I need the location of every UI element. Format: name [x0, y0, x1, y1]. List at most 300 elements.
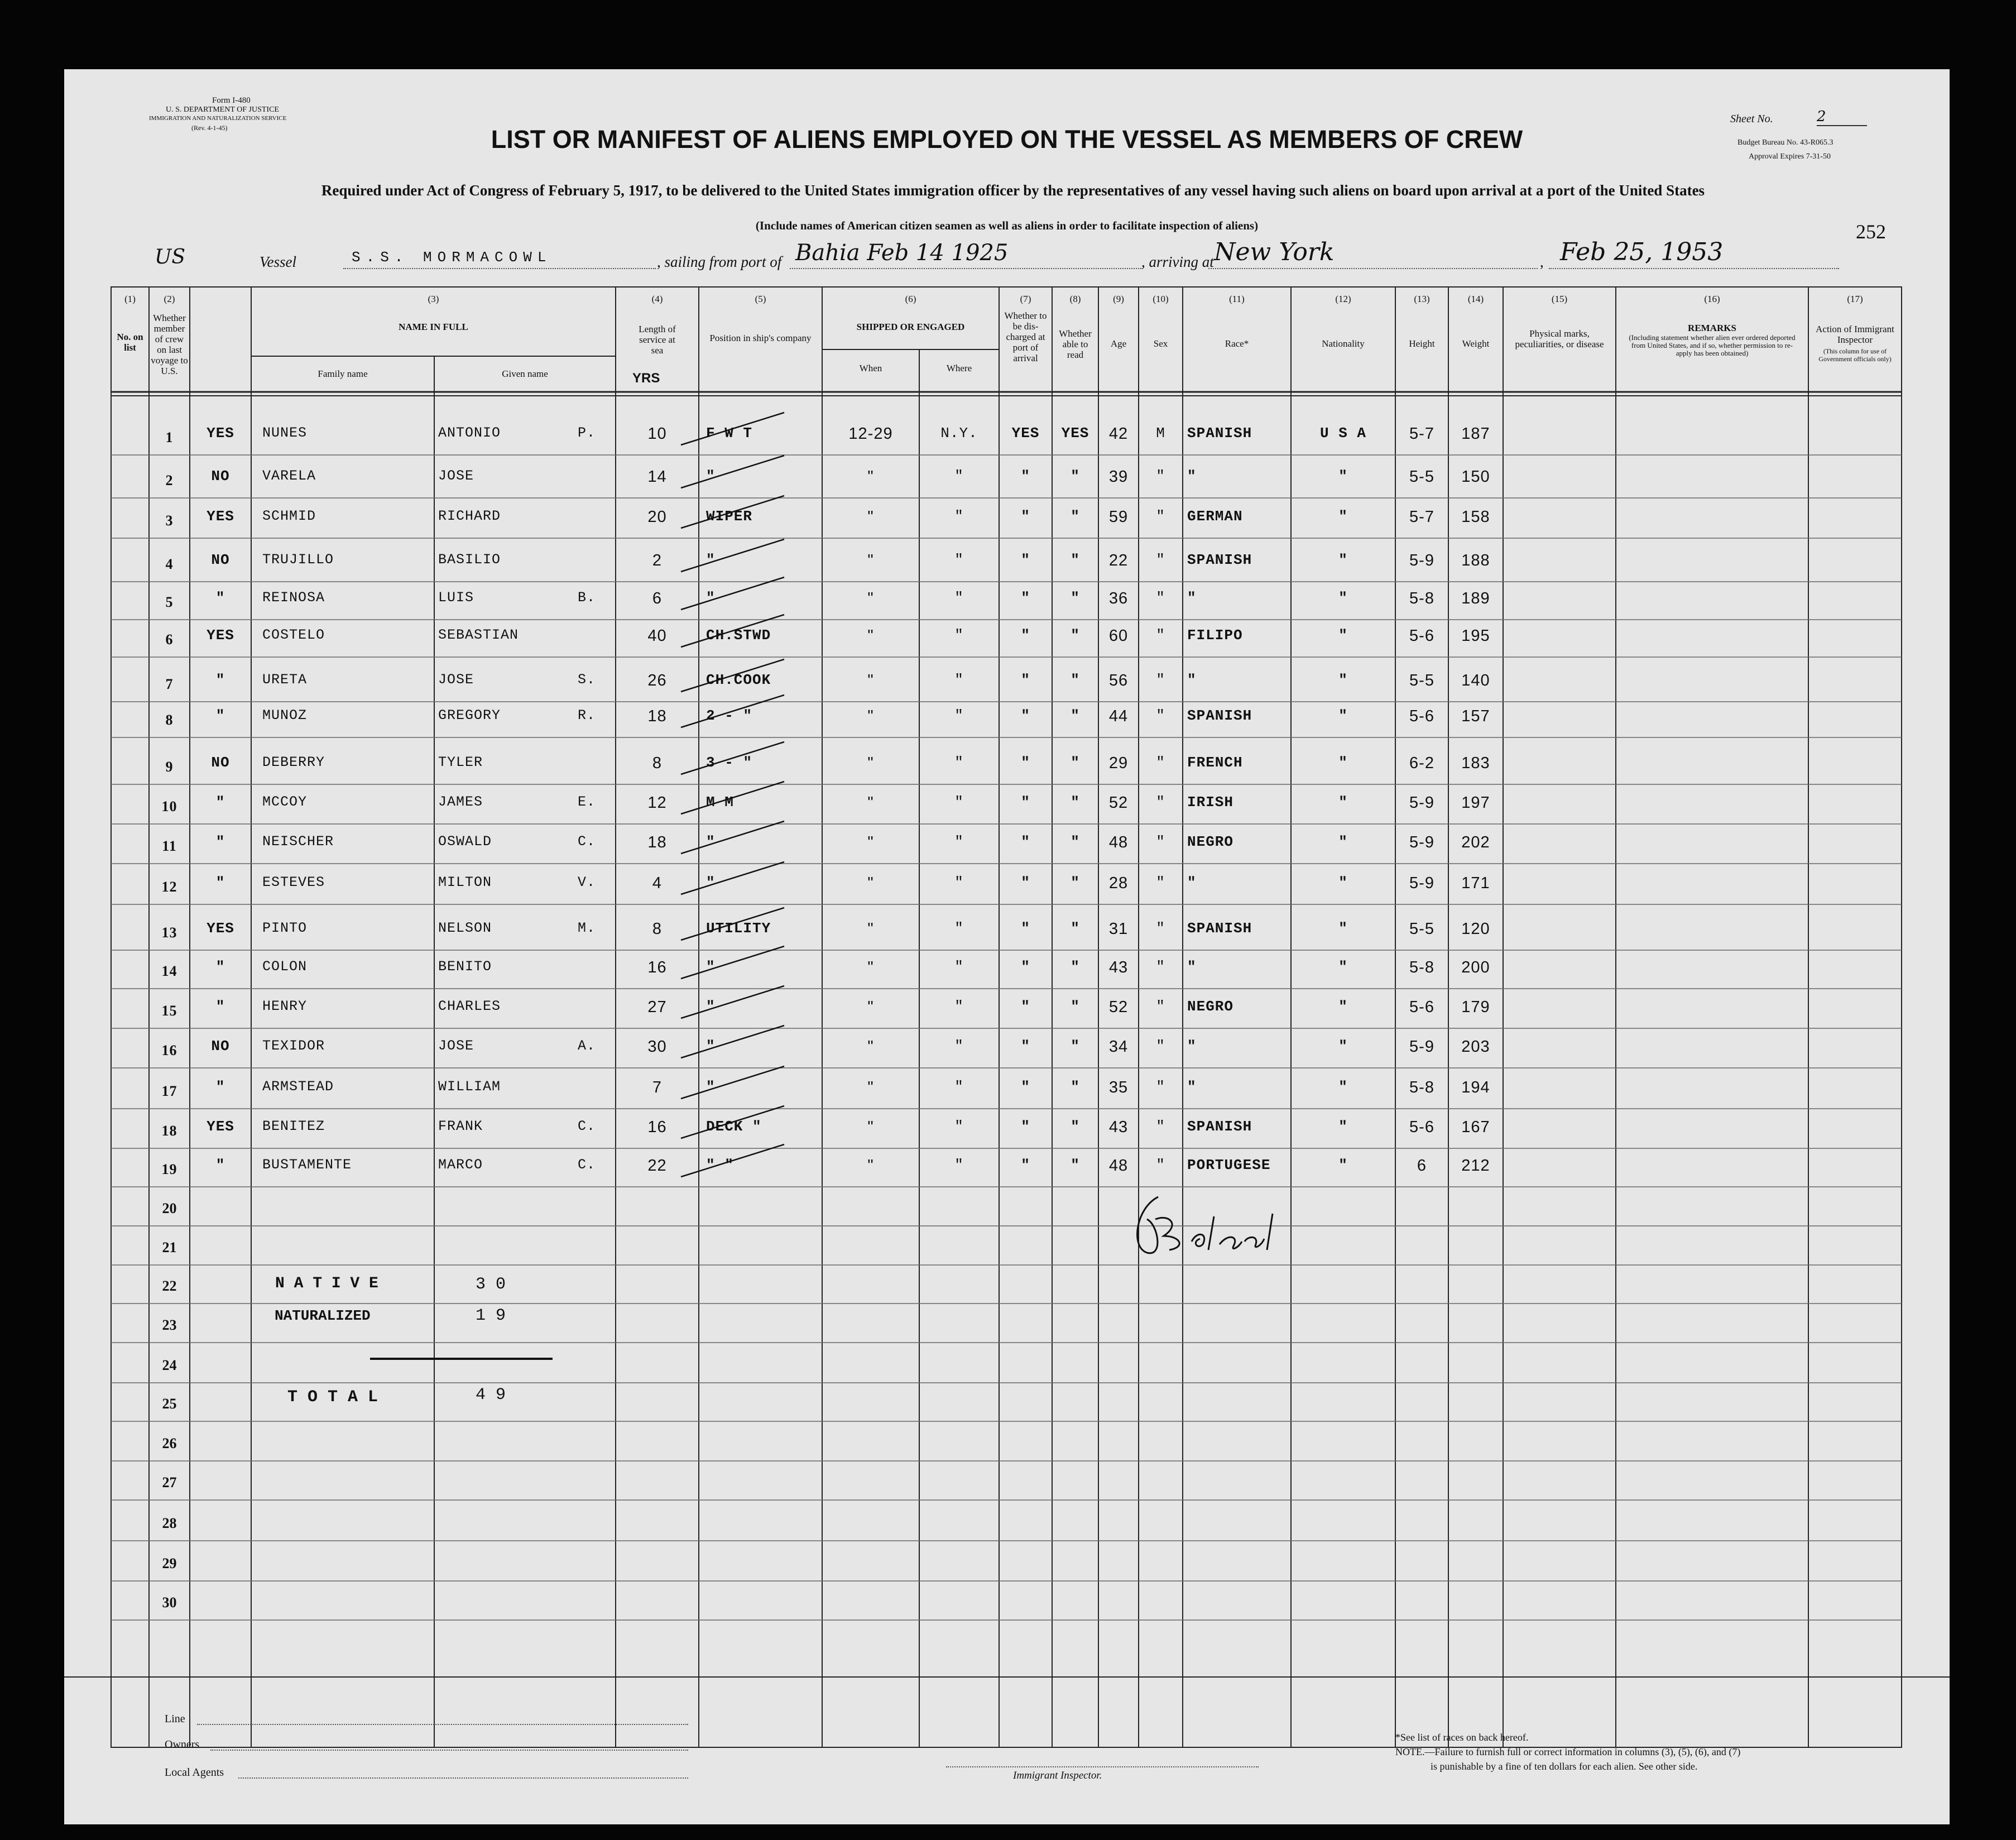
manifest-sheet: Form I-480 U. S. DEPARTMENT OF JUSTICE IMMIGRATION AND NATURALIZATION SERVICE (Rev. 4-1-45) Sheet No. 2 Budget Bureau No. 43-R065.3 Approval Expires 7-31-50 252 LIST OR MANIFEST OF ALIENS EMPLOYED ON THE VESSEL AS MEMBERS OF CREW Required under Act of Congress of February 5, 1917, to be delivered to the United States immigration officer by the representatives of any vessel having such aliens on board upon arrival at a port of the United States (Include names of American citizen seamen as well as aliens in order to facilitate inspection of aliens) US Vessel S.S. MORMACOWL , sailing from port of Bahia Feb 14 1925 , arriving at New York , Feb 25, 1953 (1) No. on list (2) Whether member of crew on last voyage to U.S. (3) NAME IN FULL Family name Given name (4) Length of service at sea YRS (5) Position in ship's company (6) SHIPPED OR ENGAGED When Where (7) Whether to be dis-charged at port of arrival (8) Whether able to read (9) Age (10) Sex (11) Race* (12) Nationality (13) Height (14) Weight (15) Physical marks, peculiarities, or disease (16) REMARKS (Including statement whether alien ever ordered deported from United States, and if so, whether permission to re-apply has been obtained) (17) Action of Immigrant Inspector (This column for use of Government officials only) 1 YES NUNES ANTONIO P. 10 F W T 12-29 N.Y. YES YES 42 M SPANISH U S A 5-7 187 2 NO VARELA JOSE 14 " " " " " 39 " " " 5-5 150 3 YES SCHMID RICHARD 20 WIPER " " " " 59 " GERMAN " 5-7 158 4 NO TRUJILLO BASILIO 2 " " " " " 22 " SPANISH " 5-9 188 5 " REINOSA LUIS B. 6 " " " " " 36 " " " 5-8 189 6 YES COSTELO SEBASTIAN 40 CH.STWD " " " " 60 " FILIPO " 5-6 195 7 " URETA JOSE S. 26 CH.COOK " " " " 56 " " " 5-5 140 8 " MUNOZ GREGORY R. 18 2 - " " " " " 44 " SPANISH " 5-6 157 9 NO DEBERRY TYLER 8 3 - " " " " " 29 " FRENCH " 6-2 183 10 " MCCOY JAMES E. 12 M M " " " " 52 " IRISH " 5-9 197 11 " NEISCHER OSWALD C. 18 " " " " " 48 " NEGRO " 5-9 202 12 " ESTEVES MILTON V. 4 " " " " " 28 " " " 5-9 171 13 YES PINTO NELSON M. 8 UTILITY " " " " 31 " SPANISH " 5-5 120 14 " COLON BENITO 16 " " " " " 43 " " " 5-8 200 15 " HENRY CHARLES 27 " " " " " 52 " NEGRO " 5-6 179 16 NO TEXIDOR JOSE A. 30 " " " " " 34 " " " 5-9 203 17 " ARMSTEAD WILLIAM 7 " " " " " 35 " " " 5-8 194 18 YES BENITEZ FRANK C. 16 DECK " " " " " 43 " SPANISH " 5-6 167 19 " BUSTAMENTE MARCO C. 22 " " " " " " 48 " PORTUGESE " 6 212 20 21 22 23 24 25 26 27 28 29 30 N A T I V E 3 0 NATURALIZED 1 9 T O T A L 4 9 Line Owners Local Agents Immigrant Inspector. *See list of races on back hereof. NOTE.—Failure to furnish full or correct information in columns (3), (5), (6), and (7) is punishable by a fine of ten dollars for each alien. See other side.	[64, 69, 1950, 1824]
cell-sex: "	[1156, 1118, 1165, 1135]
cell-crew: "	[215, 794, 225, 811]
cell-where: "	[954, 754, 964, 771]
cell-discharged: "	[1021, 1157, 1030, 1173]
cell-init: B.	[578, 590, 596, 606]
cell-position: "	[706, 590, 716, 606]
col-header-race: Race*	[1225, 338, 1249, 349]
cell-weight: 187	[1461, 425, 1490, 443]
row-number: 24	[162, 1357, 177, 1373]
cell-read: "	[1071, 468, 1080, 485]
cell-where: "	[954, 794, 964, 811]
cell-age: 28	[1108, 874, 1129, 892]
cell-when: "	[867, 833, 874, 851]
cell-sex: "	[1156, 794, 1165, 811]
cell-weight: 171	[1461, 874, 1490, 892]
cell-where: "	[954, 707, 964, 724]
cell-given: NELSON	[438, 920, 492, 936]
col-header-weight: Weight	[1462, 338, 1490, 349]
cell-sex: "	[1156, 1038, 1165, 1055]
cell-crew: NO	[211, 754, 230, 771]
cell-position: "	[706, 552, 716, 568]
cell-position: "	[706, 1038, 716, 1055]
cell-family: NUNES	[262, 425, 308, 441]
cell-race: GERMAN	[1187, 508, 1243, 525]
sheet-number-label: Sheet No.	[1730, 113, 1773, 125]
cell-nat: "	[1338, 1157, 1348, 1173]
cell-sex: "	[1156, 552, 1165, 568]
cell-position: "	[706, 998, 716, 1015]
cell-read: "	[1071, 508, 1080, 525]
cell-where: "	[954, 508, 964, 525]
cell-no: 14	[161, 963, 177, 979]
cell-age: 59	[1108, 508, 1129, 526]
cell-where: "	[954, 590, 964, 606]
cell-no: 12	[161, 879, 177, 895]
cell-where: "	[954, 468, 964, 485]
cell-sex: "	[1156, 1079, 1165, 1095]
cell-age: 31	[1108, 920, 1129, 938]
cell-nat: "	[1338, 590, 1348, 606]
cell-race: "	[1187, 1079, 1197, 1095]
cell-read: "	[1071, 672, 1080, 688]
cell-sex: "	[1156, 874, 1165, 891]
cell-where: "	[954, 1157, 964, 1173]
cell-age: 60	[1108, 627, 1129, 645]
cell-when: 12-29	[848, 425, 893, 443]
cell-read: "	[1071, 998, 1080, 1015]
cell-weight: 183	[1461, 754, 1490, 772]
cell-height: 5-6	[1409, 627, 1434, 645]
cell-family: URETA	[262, 672, 308, 688]
cell-age: 42	[1108, 425, 1129, 443]
cell-no: 8	[165, 712, 174, 728]
cell-given: WILLIAM	[438, 1079, 501, 1095]
cell-family: SCHMID	[262, 508, 316, 524]
cell-when: "	[867, 998, 874, 1016]
cell-service: 14	[647, 468, 667, 486]
row-number: 29	[162, 1555, 177, 1571]
cell-race: SPANISH	[1187, 552, 1252, 568]
cell-given: JAMES	[438, 794, 483, 810]
cell-init: C.	[578, 1118, 596, 1134]
cell-given: JOSE	[438, 672, 474, 688]
cell-race: SPANISH	[1187, 920, 1252, 937]
cell-position: WIPER	[706, 508, 753, 525]
cell-weight: 167	[1461, 1118, 1490, 1136]
cell-age: 56	[1108, 672, 1129, 689]
cell-read: "	[1071, 1118, 1080, 1135]
col-header-name-in-full: NAME IN FULL	[399, 322, 468, 332]
cell-race: "	[1187, 1038, 1197, 1055]
cell-no: 3	[165, 512, 174, 529]
arrival-date: Feb 25, 1953	[1560, 238, 1724, 266]
cell-discharged: "	[1021, 590, 1030, 606]
cell-weight: 212	[1461, 1157, 1490, 1175]
col-header-given-name: Given name	[502, 368, 548, 379]
cell-given: GREGORY	[438, 707, 501, 723]
cell-family: BUSTAMENTE	[262, 1157, 352, 1173]
cell-no: 10	[161, 798, 177, 814]
cell-nat: "	[1338, 794, 1348, 811]
cell-read: "	[1071, 833, 1080, 850]
col-header-remarks-note: (Including statement whether alien ever ordered deported from United States, and if so, whether permission to re-apply has been obtained)	[1629, 333, 1796, 357]
cell-read: "	[1071, 920, 1080, 937]
cell-given: BENITO	[438, 959, 492, 975]
col-header-discharged: Whether to be dis-charged at port of arrival	[1004, 310, 1047, 363]
cell-read: "	[1071, 1079, 1080, 1095]
cell-height: 5-9	[1409, 874, 1434, 892]
port-of-arrival: New York	[1214, 238, 1335, 266]
service-name: IMMIGRATION AND NATURALIZATION SERVICE	[149, 115, 287, 122]
cell-discharged: "	[1021, 1118, 1030, 1135]
cell-age: 35	[1108, 1079, 1129, 1096]
cell-sex: "	[1156, 590, 1165, 606]
cell-age: 48	[1108, 833, 1129, 851]
cell-when: "	[867, 1157, 874, 1175]
cell-crew: "	[215, 998, 225, 1015]
cell-read: "	[1071, 1038, 1080, 1055]
cell-no: 13	[161, 924, 177, 941]
cell-race: SPANISH	[1187, 425, 1252, 442]
cell-given: MARCO	[438, 1157, 483, 1173]
cell-no: 2	[165, 472, 174, 488]
cell-race: "	[1187, 959, 1197, 975]
document-subtitle: Required under Act of Congress of February 5, 1917, to be delivered to the United States immigration officer by the representatives of any vessel having such aliens on board upon arrival at a port of the United States	[321, 182, 1705, 199]
cell-family: TRUJILLO	[262, 552, 334, 568]
col-header-height: Height	[1409, 338, 1435, 349]
cell-service: 8	[652, 754, 663, 772]
cell-crew: "	[215, 672, 225, 688]
cell-read: "	[1071, 707, 1080, 724]
cell-when: "	[867, 468, 874, 486]
cell-weight: 150	[1461, 468, 1490, 486]
cell-family: VARELA	[262, 468, 316, 484]
footer-line-label: Line	[165, 1713, 185, 1725]
naturalized-value: 1 9	[476, 1306, 506, 1325]
cell-where: "	[954, 833, 964, 850]
cell-height: 5-7	[1409, 508, 1434, 526]
cell-when: "	[867, 874, 874, 892]
cell-no: 19	[161, 1161, 177, 1177]
cell-service: 12	[647, 794, 667, 812]
cell-age: 39	[1108, 468, 1129, 486]
cell-discharged: "	[1021, 672, 1030, 688]
cell-when: "	[867, 590, 874, 607]
cell-sex: "	[1156, 833, 1165, 850]
cell-nat: "	[1338, 707, 1348, 724]
row-number: 27	[162, 1474, 177, 1491]
cell-discharged: "	[1021, 468, 1030, 485]
cell-weight: 203	[1461, 1038, 1490, 1056]
cell-age: 34	[1108, 1038, 1129, 1056]
cell-family: TEXIDOR	[262, 1038, 325, 1054]
cell-age: 29	[1108, 754, 1129, 772]
cell-nat: "	[1338, 508, 1348, 525]
cell-when: "	[867, 627, 874, 645]
cell-discharged: "	[1021, 1038, 1030, 1055]
cell-nat: U S A	[1319, 425, 1366, 442]
cell-init: P.	[578, 425, 596, 441]
cell-nat: "	[1338, 1038, 1348, 1055]
cell-init: A.	[578, 1038, 596, 1054]
cell-position: M M	[706, 794, 734, 811]
cell-service: 18	[647, 707, 667, 725]
cell-discharged: "	[1021, 833, 1030, 850]
cell-position: 2 - "	[706, 707, 753, 724]
cell-when: "	[867, 707, 874, 725]
col-header-shipped-engaged: SHIPPED OR ENGAGED	[856, 322, 965, 332]
cell-service: 22	[647, 1157, 667, 1175]
cell-discharged: "	[1021, 998, 1030, 1015]
cell-height: 6-2	[1409, 754, 1434, 772]
cell-when: "	[867, 672, 874, 689]
cell-discharged: "	[1021, 1079, 1030, 1095]
approval-expires: Approval Expires 7-31-50	[1749, 152, 1831, 161]
cell-height: 5-9	[1409, 1038, 1434, 1056]
cell-age: 44	[1108, 707, 1129, 725]
cell-race: SPANISH	[1187, 707, 1252, 724]
cell-nat: "	[1338, 627, 1348, 644]
total-label: T O T A L	[287, 1388, 378, 1407]
cell-service: 30	[647, 1038, 667, 1056]
cell-weight: 189	[1461, 590, 1490, 607]
cell-read: "	[1071, 627, 1080, 644]
row-number: 20	[162, 1200, 177, 1216]
include-note: (Include names of American citizen seamen as well as aliens in order to facilitate inspection of aliens)	[755, 219, 1259, 232]
footer-owners-label: Owners	[165, 1738, 200, 1751]
cell-family: REINOSA	[262, 590, 325, 606]
cell-height: 5-8	[1409, 1079, 1434, 1096]
cell-weight: 120	[1461, 920, 1490, 938]
cell-nat: "	[1338, 998, 1348, 1015]
cell-position: CH.STWD	[706, 627, 771, 644]
cell-no: 18	[161, 1123, 177, 1139]
cell-crew: NO	[211, 1038, 230, 1055]
cell-age: 22	[1108, 552, 1129, 569]
cell-sex: "	[1156, 468, 1165, 485]
form-revision: (Rev. 4-1-45)	[191, 124, 228, 132]
cell-position: "	[706, 959, 716, 975]
cell-height: 5-5	[1409, 468, 1434, 486]
cell-nat: "	[1338, 959, 1348, 975]
cell-nat: "	[1338, 672, 1348, 688]
cell-height: 5-9	[1409, 552, 1434, 569]
cell-family: COLON	[262, 959, 308, 975]
cell-when: "	[867, 959, 874, 976]
cell-read: "	[1071, 1157, 1080, 1173]
cell-position: DECK "	[706, 1118, 762, 1135]
cell-family: DEBERRY	[262, 754, 325, 770]
cell-sex: "	[1156, 959, 1165, 975]
cell-nat: "	[1338, 920, 1348, 937]
cell-weight: 140	[1461, 672, 1490, 689]
cell-position: "	[706, 468, 716, 485]
cell-service: 40	[647, 627, 667, 645]
cell-read: "	[1071, 959, 1080, 975]
cell-where: "	[954, 920, 964, 937]
cell-weight: 158	[1461, 508, 1490, 526]
cell-race: IRISH	[1187, 794, 1234, 811]
total-value: 4 9	[476, 1386, 506, 1405]
cell-crew: YES	[207, 920, 234, 937]
col-header-remarks: REMARKS	[1688, 323, 1736, 333]
col-header-inspector-note: (This column for use of Government officials only)	[1818, 347, 1892, 363]
row-number: 21	[162, 1239, 177, 1256]
cell-weight: 188	[1461, 552, 1490, 569]
cell-where: "	[954, 1118, 964, 1135]
cell-weight: 157	[1461, 707, 1490, 725]
cell-position: CH.COOK	[706, 672, 771, 688]
cell-no: 16	[161, 1042, 177, 1058]
cell-age: 52	[1108, 794, 1129, 812]
service-unit: YRS	[632, 371, 660, 386]
cell-no: 17	[161, 1083, 177, 1099]
cell-weight: 202	[1461, 833, 1490, 851]
col-header-able-to-read: Whether able to read	[1059, 328, 1092, 360]
cell-nat: "	[1338, 1079, 1348, 1095]
inspector-signature	[1125, 1186, 1303, 1269]
cell-given: CHARLES	[438, 998, 501, 1014]
cell-weight: 200	[1461, 959, 1490, 976]
cell-nat: "	[1338, 874, 1348, 891]
cell-discharged: "	[1021, 552, 1030, 568]
cell-crew: "	[215, 1157, 225, 1173]
cell-nat: "	[1338, 1118, 1348, 1135]
cell-discharged: "	[1021, 959, 1030, 975]
cell-crew: "	[215, 1079, 225, 1095]
cell-where: "	[954, 998, 964, 1015]
cell-service: 18	[647, 833, 667, 851]
document-title: LIST OR MANIFEST OF ALIENS EMPLOYED ON THE VESSEL AS MEMBERS OF CREW	[491, 125, 1523, 154]
cell-given: LUIS	[438, 590, 474, 606]
row-number: 26	[162, 1435, 177, 1451]
cell-when: "	[867, 1038, 874, 1056]
col-header-no-on-list: No. on list	[117, 332, 143, 353]
cell-init: M.	[578, 920, 596, 936]
cell-family: PINTO	[262, 920, 308, 936]
cell-race: FRENCH	[1187, 754, 1243, 771]
cell-sex: M	[1156, 425, 1165, 442]
cell-height: 5-9	[1409, 833, 1434, 851]
vessel-label: Vessel	[260, 253, 296, 270]
cell-race: "	[1187, 590, 1197, 606]
cell-height: 5-9	[1409, 794, 1434, 812]
cell-given: SEBASTIAN	[438, 627, 519, 643]
cell-crew: "	[215, 707, 225, 724]
cell-read: "	[1071, 552, 1080, 568]
cell-read: "	[1071, 590, 1080, 606]
cell-read: "	[1071, 754, 1080, 771]
cell-weight: 195	[1461, 627, 1490, 645]
cell-init: V.	[578, 874, 596, 890]
cell-nat: "	[1338, 833, 1348, 850]
col-header-where: Where	[946, 363, 972, 373]
cell-discharged: "	[1021, 920, 1030, 937]
cell-height: 5-6	[1409, 1118, 1434, 1136]
cell-discharged: "	[1021, 627, 1030, 644]
cell-service: 8	[652, 920, 663, 938]
cell-position: "	[706, 833, 716, 850]
naturalized-label: NATURALIZED	[275, 1307, 371, 1324]
cell-age: 36	[1108, 590, 1129, 607]
cell-crew: YES	[207, 627, 234, 644]
cell-position: "	[706, 1079, 716, 1095]
cell-crew: "	[215, 959, 225, 975]
cell-race: FILIPO	[1187, 627, 1243, 644]
cell-discharged: "	[1021, 508, 1030, 525]
cell-read: YES	[1061, 425, 1089, 442]
cell-height: 5-6	[1409, 707, 1434, 725]
cell-discharged: "	[1021, 874, 1030, 891]
cell-weight: 179	[1461, 998, 1490, 1016]
cell-given: FRANK	[438, 1118, 483, 1134]
cell-sex: "	[1156, 707, 1165, 724]
vessel-name: S.S. MORMACOWL	[352, 249, 552, 266]
cell-init: C.	[578, 833, 596, 850]
cell-when: "	[867, 508, 874, 526]
cell-age: 43	[1108, 959, 1129, 976]
cell-sex: "	[1156, 508, 1165, 525]
row-number: 22	[162, 1278, 177, 1294]
department-name: U. S. DEPARTMENT OF JUSTICE	[166, 106, 279, 114]
cell-nat: "	[1338, 754, 1348, 771]
cell-family: NEISCHER	[262, 833, 334, 850]
cell-nat: "	[1338, 468, 1348, 485]
cell-sex: "	[1156, 998, 1165, 1015]
cell-race: PORTUGESE	[1187, 1157, 1271, 1173]
cell-crew: "	[215, 874, 225, 891]
cell-when: "	[867, 552, 874, 569]
cell-family: MCCOY	[262, 794, 308, 810]
cell-given: OSWALD	[438, 833, 492, 850]
cell-init: E.	[578, 794, 596, 810]
cell-race: NEGRO	[1187, 998, 1234, 1015]
cell-service: 26	[647, 672, 667, 689]
cell-where: "	[954, 672, 964, 688]
cell-crew: YES	[207, 425, 234, 442]
cell-when: "	[867, 1079, 874, 1096]
budget-bureau: Budget Bureau No. 43-R065.3	[1737, 138, 1833, 147]
cell-age: 48	[1108, 1157, 1129, 1175]
cell-race: "	[1187, 672, 1197, 688]
cell-init: S.	[578, 672, 596, 688]
cell-given: ANTONIO	[438, 425, 501, 441]
cell-service: 6	[652, 590, 663, 607]
cell-read: "	[1071, 794, 1080, 811]
col-header-family-name: Family name	[318, 368, 368, 379]
cell-service: 4	[652, 874, 663, 892]
races-note: *See list of races on back hereof.	[1395, 1732, 1529, 1743]
cell-given: JOSE	[438, 468, 474, 484]
cell-age: 52	[1108, 998, 1129, 1016]
cell-weight: 194	[1461, 1079, 1490, 1096]
cell-family: HENRY	[262, 998, 308, 1014]
cell-nat: "	[1338, 552, 1348, 568]
cell-sex: "	[1156, 754, 1165, 771]
cell-family: COSTELO	[262, 627, 325, 643]
cell-given: RICHARD	[438, 508, 501, 524]
col-header-inspector-action: Action of Immigrant Inspector	[1816, 324, 1894, 345]
cell-service: 10	[647, 425, 667, 443]
cell-given: TYLER	[438, 754, 483, 770]
cell-init: C.	[578, 1157, 596, 1173]
cell-race: "	[1187, 874, 1197, 891]
cell-height: 5-7	[1409, 425, 1434, 443]
cell-crew: NO	[211, 552, 230, 568]
cell-service: 16	[647, 1118, 667, 1136]
cell-read: "	[1071, 874, 1080, 891]
cell-service: 7	[652, 1079, 663, 1096]
